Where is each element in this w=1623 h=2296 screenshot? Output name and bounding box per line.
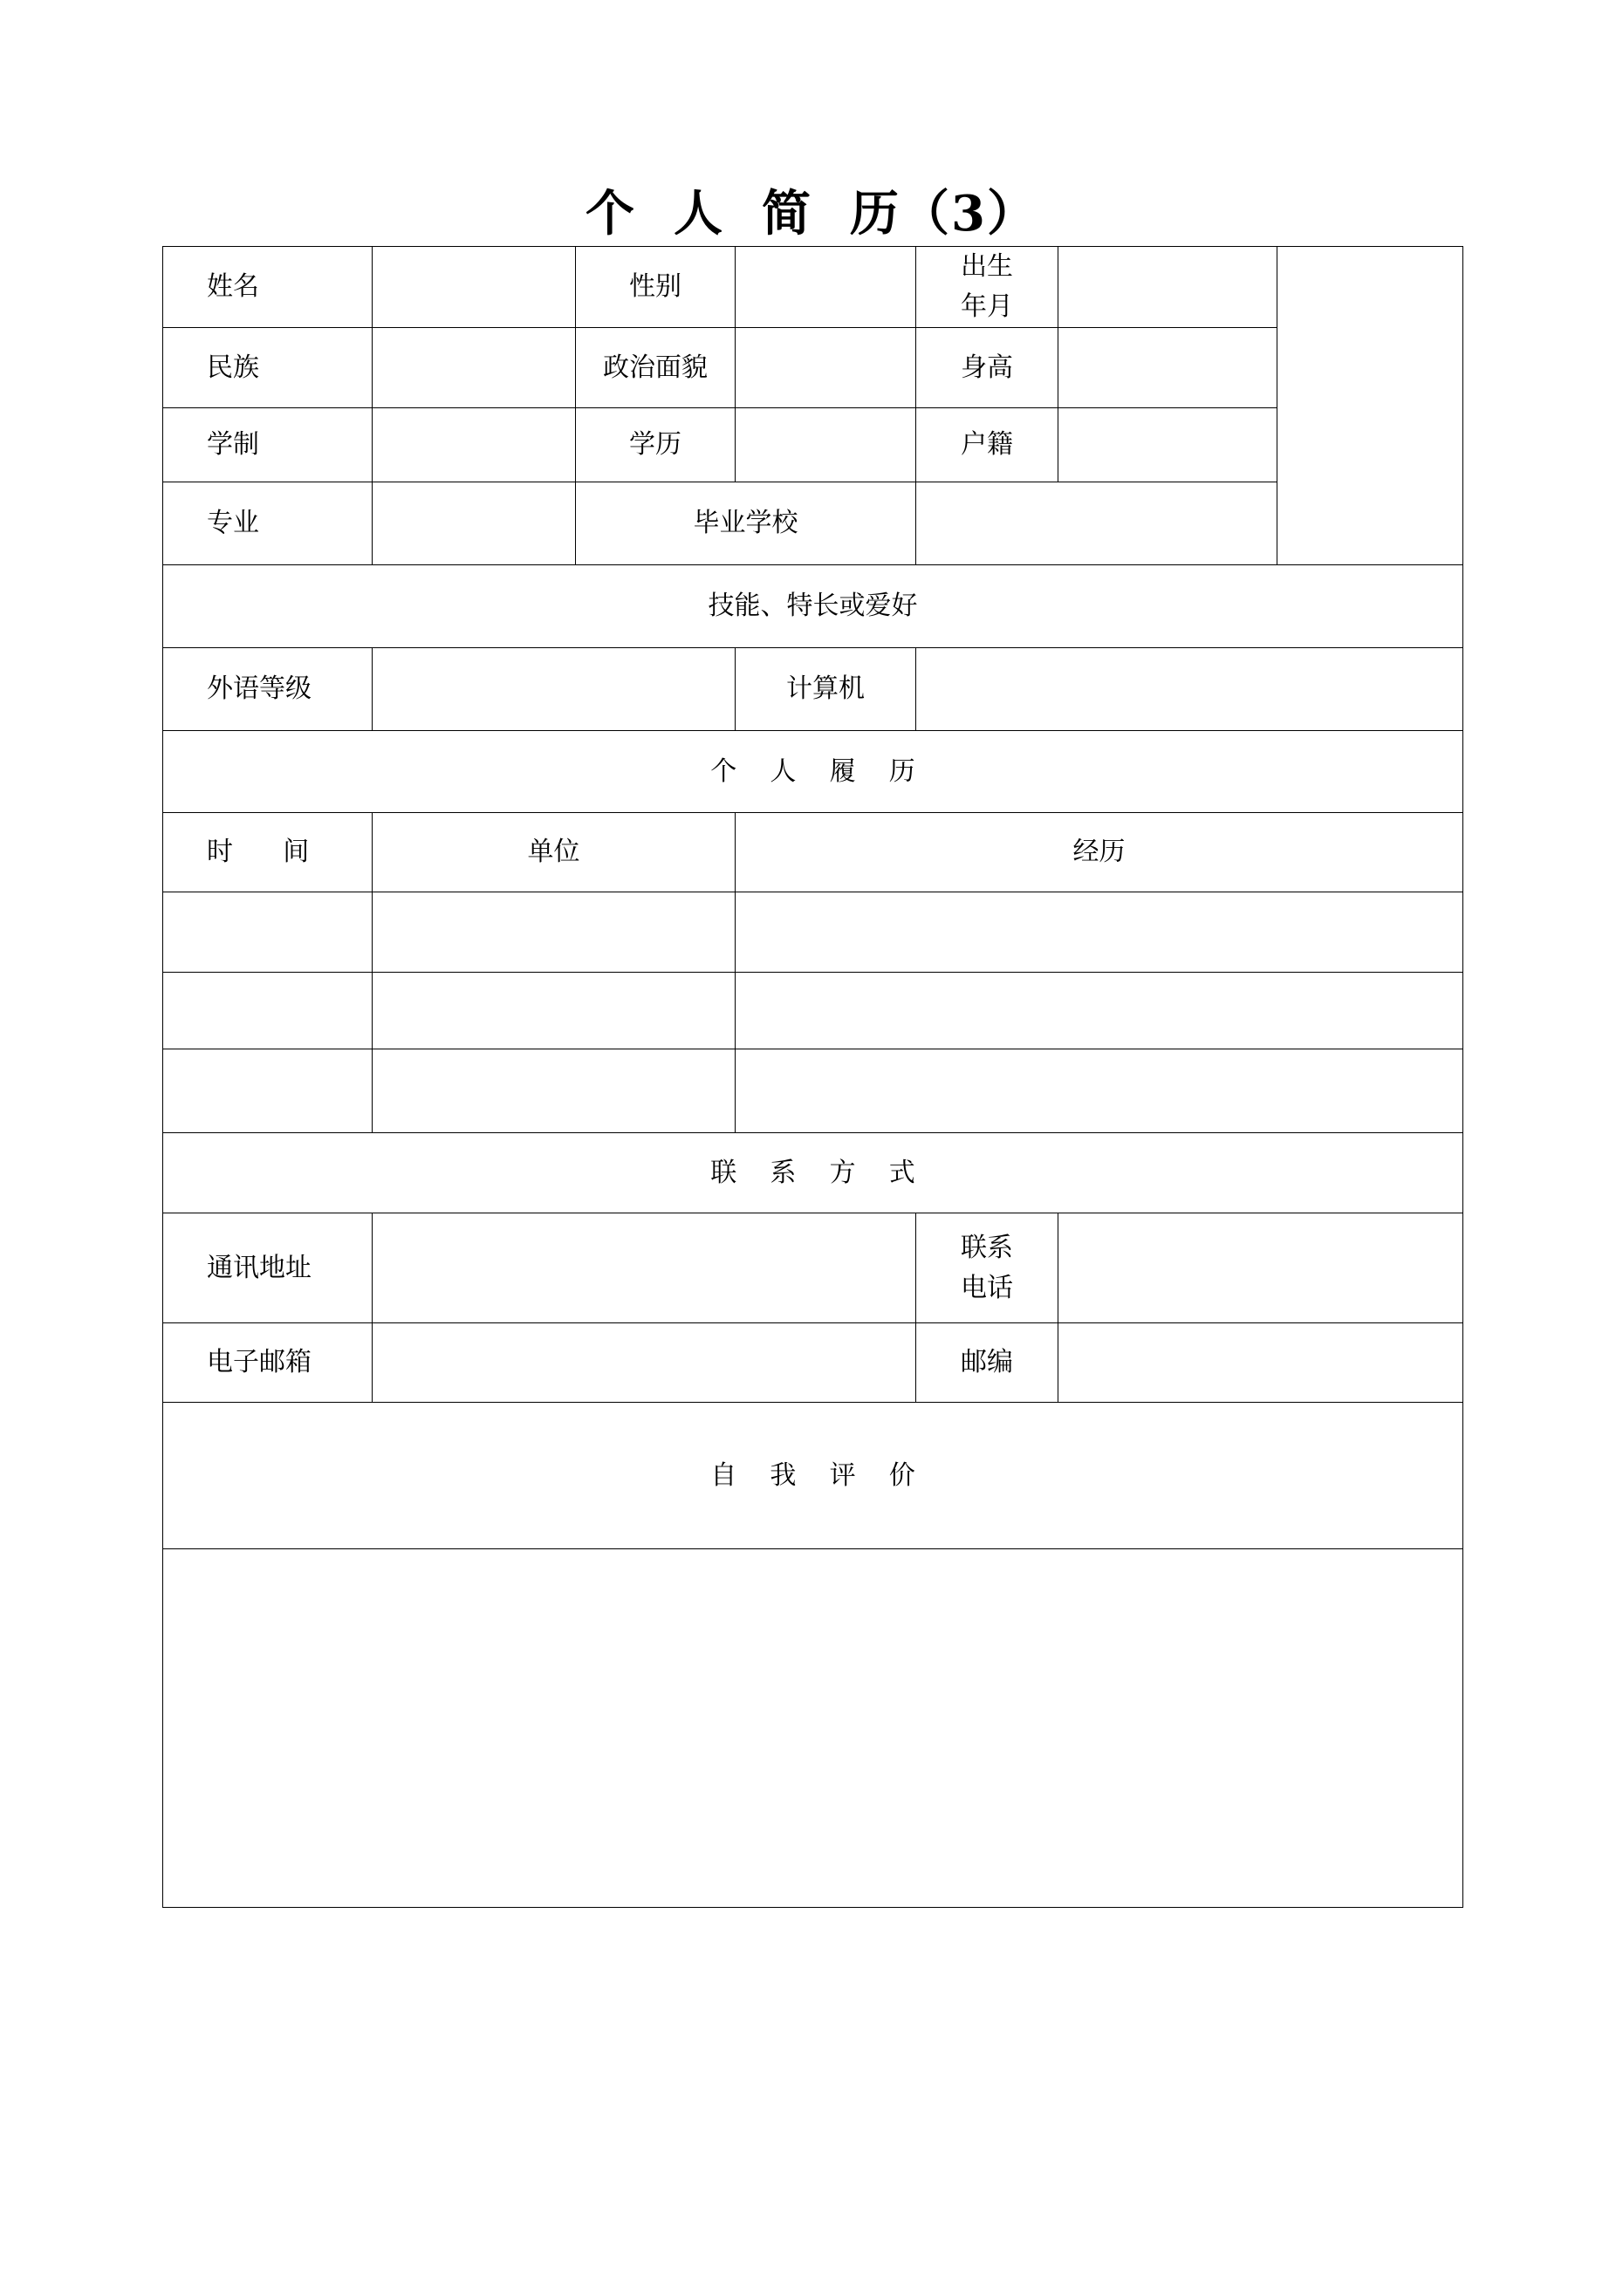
self-evaluation-heading: 自 我 评 价	[163, 1403, 1463, 1549]
major-label: 专业	[163, 482, 373, 565]
resume-experience-field[interactable]	[736, 973, 1463, 1049]
political-status-field[interactable]	[736, 328, 916, 408]
resume-unit-field[interactable]	[373, 1049, 736, 1133]
resume-unit-field[interactable]	[373, 973, 736, 1049]
phone-label-line1: 联系	[961, 1232, 1013, 1263]
computer-field[interactable]	[916, 648, 1463, 731]
birth-label	[916, 247, 1058, 328]
photo-area[interactable]	[1277, 247, 1463, 565]
resume-time-field[interactable]	[163, 973, 373, 1049]
self-evaluation-heading-row	[163, 1403, 1463, 1549]
major-field[interactable]	[373, 482, 576, 565]
table-row	[163, 973, 1463, 1049]
education-field[interactable]	[736, 408, 916, 482]
resume-heading: 个 人 履 历	[163, 731, 1463, 813]
table-row	[163, 1049, 1463, 1133]
phone-label	[916, 1213, 1058, 1323]
school-label: 毕业学校	[576, 482, 916, 565]
resume-time-field[interactable]	[163, 1049, 373, 1133]
email-label: 电子邮箱	[163, 1323, 373, 1403]
gender-label: 性别	[576, 247, 736, 328]
time-column-header: 时 间	[163, 813, 373, 892]
contact-heading-row	[163, 1133, 1463, 1213]
self-evaluation-content-row	[163, 1549, 1463, 1908]
skills-heading: 技能、特长或爱好	[163, 565, 1463, 648]
computer-label: 计算机	[736, 648, 916, 731]
address-field[interactable]	[373, 1213, 916, 1323]
postcode-label: 邮编	[916, 1323, 1058, 1403]
birth-label-line1: 出生	[961, 251, 1013, 282]
name-label: 姓名	[163, 247, 373, 328]
basic-row-2	[163, 328, 1463, 408]
basic-row-3	[163, 408, 1463, 482]
basic-row-1	[163, 247, 1463, 328]
resume-heading-row	[163, 731, 1463, 813]
ethnicity-field[interactable]	[373, 328, 576, 408]
address-label: 通讯地址	[163, 1213, 373, 1323]
resume-experience-field[interactable]	[736, 892, 1463, 973]
name-field[interactable]	[373, 247, 576, 328]
hukou-field[interactable]	[1058, 408, 1277, 482]
email-field[interactable]	[373, 1323, 916, 1403]
experience-column-header: 经历	[736, 813, 1463, 892]
gender-field[interactable]	[736, 247, 916, 328]
height-label: 身高	[916, 328, 1058, 408]
phone-label-line2: 电话	[961, 1272, 1013, 1303]
basic-row-4	[163, 482, 1463, 565]
table-row	[163, 892, 1463, 973]
ethnicity-label: 民族	[163, 328, 373, 408]
unit-column-header: 单位	[373, 813, 736, 892]
contact-row-2	[163, 1323, 1463, 1403]
skills-heading-row	[163, 565, 1463, 648]
self-evaluation-field[interactable]	[163, 1549, 1463, 1908]
birth-field[interactable]	[1058, 247, 1277, 328]
school-field[interactable]	[916, 482, 1277, 565]
schooling-field[interactable]	[373, 408, 576, 482]
resume-experience-field[interactable]	[736, 1049, 1463, 1133]
resume-form-table	[162, 246, 1463, 1908]
phone-field[interactable]	[1058, 1213, 1463, 1323]
contact-row-1	[163, 1213, 1463, 1323]
political-status-label: 政治面貌	[576, 328, 736, 408]
skills-row	[163, 648, 1463, 731]
height-field[interactable]	[1058, 328, 1277, 408]
education-label: 学历	[576, 408, 736, 482]
schooling-label: 学制	[163, 408, 373, 482]
resume-unit-field[interactable]	[373, 892, 736, 973]
birth-label-line2: 年月	[961, 291, 1013, 322]
page-title: 个 人 简 历（3）	[586, 185, 1037, 243]
resume-time-field[interactable]	[163, 892, 373, 973]
foreign-language-field[interactable]	[373, 648, 736, 731]
resume-header-row	[163, 813, 1463, 892]
contact-heading: 联 系 方 式	[163, 1133, 1463, 1213]
foreign-language-label: 外语等级	[163, 648, 373, 731]
postcode-field[interactable]	[1058, 1323, 1463, 1403]
hukou-label: 户籍	[916, 408, 1058, 482]
